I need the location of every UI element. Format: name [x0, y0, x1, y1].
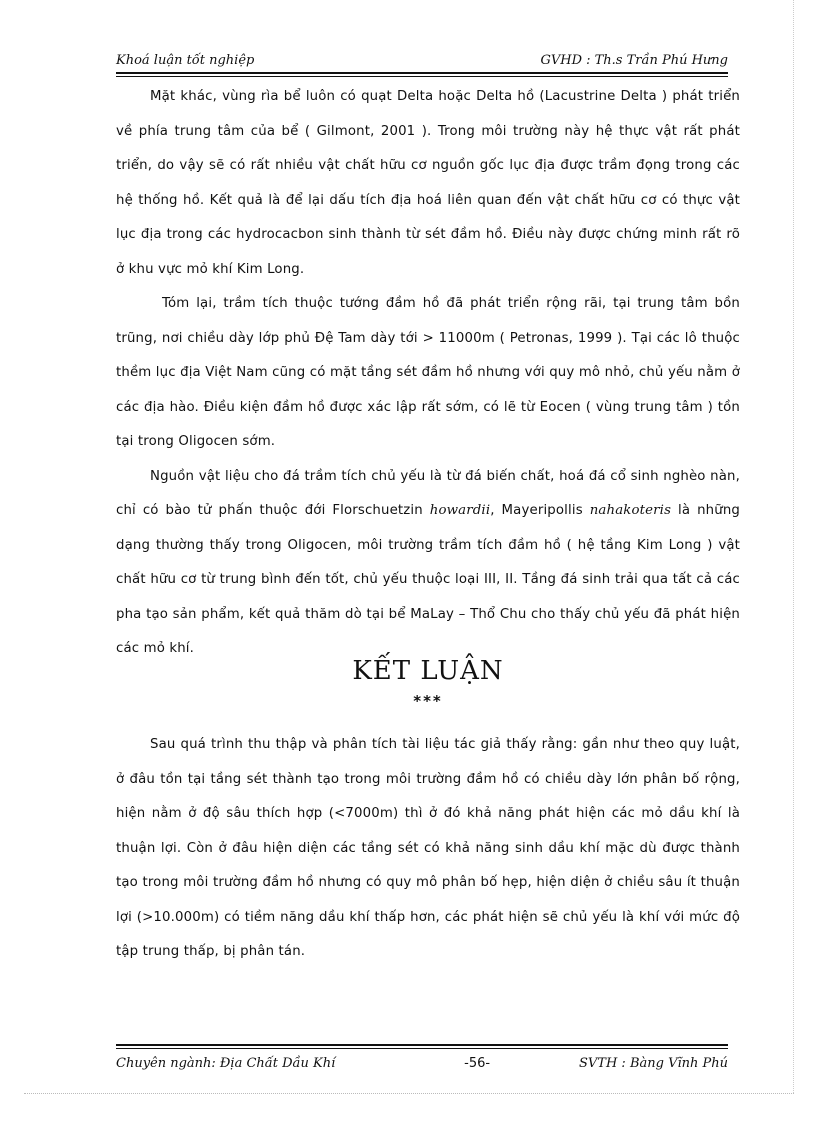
page-number: -56-: [464, 1056, 491, 1071]
header-rule-thin: [116, 76, 728, 77]
section-stars: ***: [413, 692, 443, 710]
header-advisor: GVHD : Th.s Trần Phú Hưng: [540, 53, 728, 68]
footer-rule-thin: [116, 1048, 728, 1049]
paragraph-conclusion: Sau quá trình thu thập và phân tích tài liệu tác giả thấy rằng: gần như theo quy luật, ở đâu tồn tại tầng sét thành tạo trong môi trường đầm hồ có chiều dày lớn phân bố rộng, hiện nằm ở độ sâu thích hợp (<7000m) thì ở đó khả năng phát hiện các mỏ dầu khí là thuận lợi. Còn ở đâu hiện diện các tầng sét có khả năng sinh dầu khí mặc dù được thành tạo trong môi trường đầm hồ nhưng có quy mô phân bố hẹp, hiện diện ở chiều sâu ít thuận lợi (>10.000m) có tiềm năng dầu khí thấp hơn, các phát hiện sẽ chủ yếu là khí với mức độ tập trung thấp, bị phân tán.: [116, 737, 740, 959]
header-thesis-label: Khoá luận tốt nghiệp: [116, 53, 255, 68]
paragraph-delta: Mặt khác, vùng rìa bể luôn có quạt Delta hoặc Delta hồ (Lacustrine Delta ) phát triển về phía trung tâm của bể ( Gilmont, 2001 ). Trong môi trường này hệ thực vật rất phát triển, do vậy sẽ có rất nhiều vật chất hữu cơ nguồn gốc lục địa được trầm đọng trong các hệ thống hồ. Kết quả là để lại dấu tích địa hoá liên quan đến vật chất hữu cơ có thực vật lục địa trong các hydrocacbon sinh thành từ sét đầm hồ. Điều này được chứng minh rất rõ ở khu vực mỏ khí Kim Long.: [116, 89, 740, 277]
paragraph-source-material: [116, 460, 740, 667]
paragraph-source-text-2: , Mayeripollis: [490, 503, 590, 518]
page-header: [116, 53, 728, 68]
page-border-right: [793, 0, 794, 1093]
body-text: [116, 80, 740, 667]
footer-student: SVTH : Bàng Vĩnh Phú: [579, 1056, 728, 1071]
footer-rule-thick: [116, 1044, 728, 1046]
conclusion-text: [116, 728, 740, 970]
footer-major: Chuyên ngành: Địa Chất Dầu Khí: [116, 1056, 336, 1071]
species-nahakoteris: nahakoteris: [589, 503, 672, 518]
paragraph-source-text-1: Nguồn vật liệu cho đá trầm tích chủ yếu là từ đá biến chất, hoá đá cổ sinh nghèo nàn, chỉ có bào tử phấn thuộc đới Florschuetzin: [116, 468, 740, 518]
header-rule-thick: [116, 72, 728, 74]
page-footer: [116, 1056, 728, 1071]
species-howardii: howardii: [429, 503, 491, 518]
page-border-bottom: [24, 1093, 794, 1094]
paragraph-summary: Tóm lại, trầm tích thuộc tướng đầm hồ đã phát triển rộng rãi, tại trung tâm bồn trũng, nơi chiều dày lớp phủ Đệ Tam dày tới > 11000m ( Petronas, 1999 ). Tại các lô thuộc thềm lục địa Việt Nam cũng có mặt tầng sét đầm hồ nhưng với quy mô nhỏ, chủ yếu nằm ở các địa hào. Điều kiện đầm hồ được xác lập rất sớm, có lẽ từ Eocen ( vùng trung tâm ) tồn tại trong Oligocen sớm.: [116, 296, 740, 449]
paragraph-source-text-3: là những dạng thường thấy trong Oligocen, môi trường trầm tích đầm hồ ( hệ tầng Kim Long ) vật chất hữu cơ từ trung bình đến tốt, chủ yếu thuộc loại III, II. Tầng đá sinh trải qua tất cả các pha tạo sản phẩm, kết quả thăm dò tại bể MaLay – Thổ Chu cho thấy chủ yếu đã phát hiện các mỏ khí.: [116, 503, 740, 656]
section-title: KẾT LUẬN: [352, 656, 504, 686]
